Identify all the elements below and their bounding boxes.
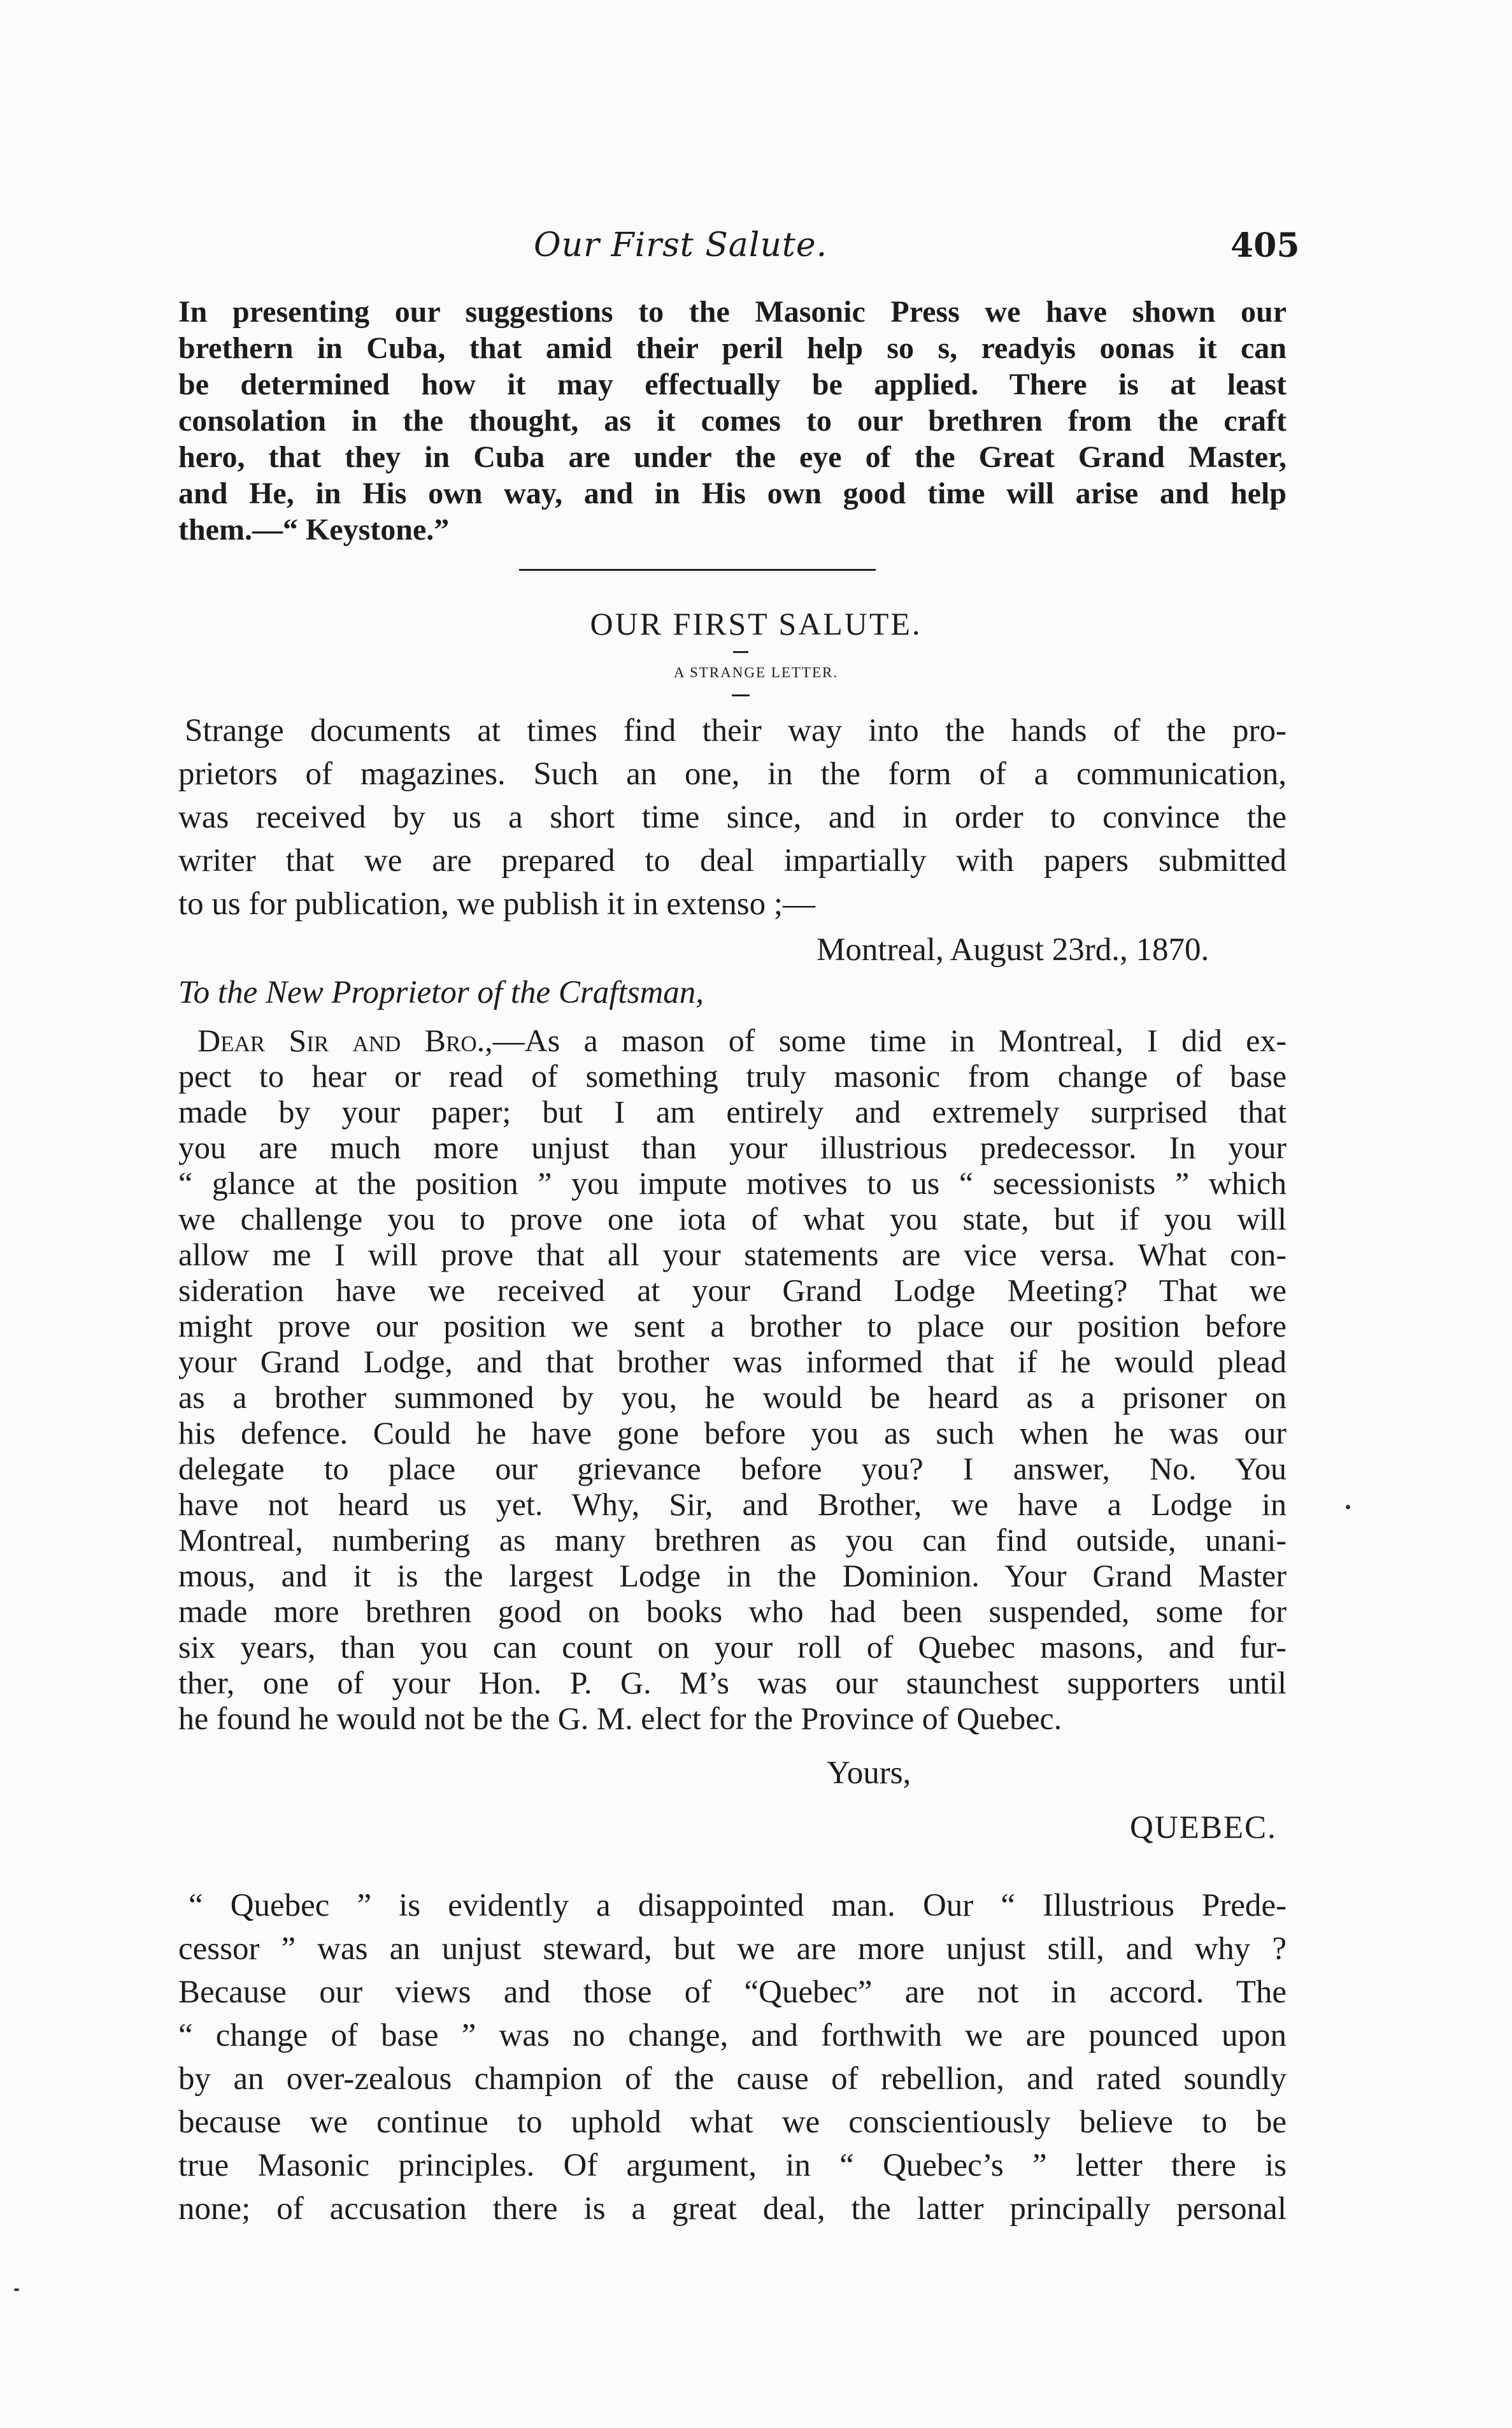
margin-speck: [1346, 1505, 1350, 1509]
section-rule: [519, 569, 876, 571]
text-line: In presenting our suggestions to the Masonic Press we have shown our: [178, 295, 1287, 329]
text-line: have not heard us yet. Why, Sir, and Brother, we have a Lodge in: [178, 1486, 1287, 1522]
text-line: —As a mason of some time in Montreal, I did ex-: [492, 1023, 1287, 1058]
text-line: pect to hear or read of something truly masonic from change of base: [178, 1058, 1287, 1094]
text-line: and He, in His own way, and in His own good time will arise and help: [178, 477, 1287, 510]
text-line: made by your paper; but I am entirely and extremely surprised that: [178, 1094, 1287, 1130]
text-line: cessor ” was an unjust steward, but we are more unjust still, and why ?: [178, 1931, 1287, 1967]
text-line: as a brother summoned by you, he would be heard as a prisoner on: [178, 1379, 1287, 1415]
text-line: ther, one of your Hon. P. G. M’s was our staunchest supporters until: [178, 1665, 1287, 1700]
text-line: consolation in the thought, as it comes to our brethren from the craft: [178, 404, 1287, 438]
text-line: “ glance at the position ” you impute motives to us “ secessionists ” which: [178, 1165, 1287, 1201]
text-line: he found he would not be the G. M. elect for the Province of Quebec.: [178, 1700, 1062, 1736]
letter-greeting: Dear Sir and Bro.,: [197, 1023, 493, 1058]
text-line: allow me I will prove that all your statements are vice versa. What con-: [178, 1237, 1287, 1272]
letter-closing: Yours,: [827, 1755, 911, 1791]
text-line: “ Quebec ” is evidently a disappointed man. Our “ Illustrious Prede-: [189, 1888, 1287, 1923]
text-line: made more brethren good on books who had been suspended, some for: [178, 1593, 1287, 1629]
text-line: was received by us a short time since, and in order to convince the: [178, 800, 1287, 835]
letter-signature: QUEBEC.: [1130, 1810, 1277, 1846]
text-line: “ change of base ” was no change, and forthwith we are pounced upon: [178, 2018, 1287, 2053]
title-dash: [733, 651, 748, 653]
letter-dateline: Montreal, August 23rd., 1870.: [817, 932, 1209, 968]
text-line: delegate to place our grievance before you? I answer, No. You: [178, 1451, 1287, 1486]
text-line: them.—“ Keystone.”: [178, 513, 450, 547]
text-line: six years, than you can count on your roll of Quebec masons, and fur-: [178, 1629, 1287, 1665]
text-line: be determined how it may effectually be applied. There is at least: [178, 368, 1287, 401]
running-title: Our First Salute.: [534, 226, 828, 264]
text-line: hero, that they in Cuba are under the eye of the Great Grand Master,: [178, 440, 1287, 474]
article-subtitle: A STRANGE LETTER.: [673, 664, 839, 680]
text-line: might prove our position we sent a brother to place our position before: [178, 1308, 1287, 1344]
text-line: you are much more unjust than your illustrious predecessor. In your: [178, 1130, 1287, 1165]
letter-first-line: [197, 1022, 1287, 1059]
text-line: prietors of magazines. Such an one, in the form of a communication,: [178, 756, 1287, 792]
text-line: because we continue to uphold what we conscientiously believe to be: [178, 2104, 1287, 2140]
text-line: your Grand Lodge, and that brother was informed that if he would plead: [178, 1344, 1287, 1379]
text-line: none; of accusation there is a great deal, the latter principally personal: [178, 2191, 1287, 2227]
text-line: mous, and it is the largest Lodge in the Dominion. Your Grand Master: [178, 1558, 1287, 1593]
article-title: OUR FIRST SALUTE.: [590, 606, 922, 642]
text-line: brethern in Cuba, that amid their peril help so s, readyis oonas it can: [178, 331, 1287, 365]
text-line: his defence. Could he have gone before you as such when he was our: [178, 1415, 1287, 1451]
subtitle-dash: [732, 694, 750, 696]
text-line: sideration have we received at your Grand Lodge Meeting? That we: [178, 1272, 1287, 1308]
running-head: [0, 226, 1512, 271]
letter-salutation: To the New Proprietor of the Craftsman,: [178, 975, 704, 1010]
text-line: we challenge you to prove one iota of what you state, but if you will: [178, 1201, 1287, 1237]
text-line: to us for publication, we publish it in extenso ;—: [178, 886, 816, 922]
page-number: 405: [1230, 226, 1300, 265]
margin-speck: [14, 2288, 19, 2291]
text-line: writer that we are prepared to deal impartially with papers submitted: [178, 843, 1287, 879]
text-line: Montreal, numbering as many brethren as you can find outside, unani-: [178, 1522, 1287, 1558]
text-line: Because our views and those of “Quebec” are not in accord. The: [178, 1974, 1287, 2010]
text-line: Strange documents at times find their way into the hands of the pro-: [185, 713, 1287, 749]
text-line: true Masonic principles. Of argument, in “ Quebec’s ” letter there is: [178, 2148, 1287, 2183]
text-line: by an over-zealous champion of the cause of rebellion, and rated soundly: [178, 2061, 1287, 2097]
